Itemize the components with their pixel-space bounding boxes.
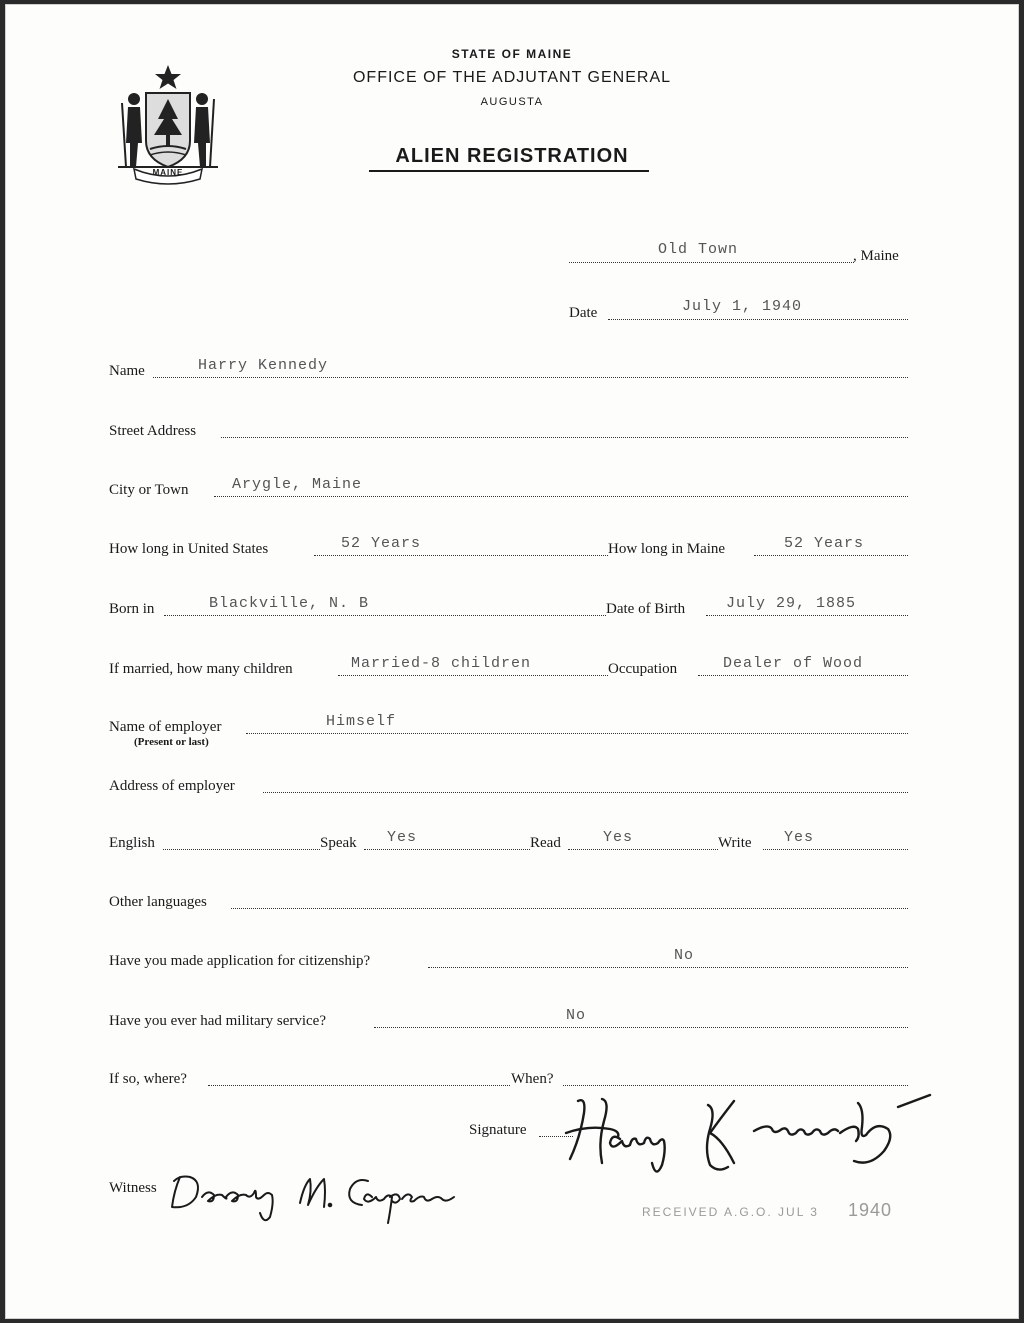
born-in-value: Blackville, N. B: [209, 595, 370, 612]
speak-line: [364, 849, 530, 850]
place-suffix: , Maine: [853, 248, 899, 264]
us-duration-line: [314, 555, 608, 556]
received-stamp-year: 1940: [848, 1200, 893, 1220]
read-value: Yes: [603, 829, 634, 846]
date-line: [608, 319, 908, 320]
signature-label: Signature: [469, 1122, 527, 1138]
form-title: ALIEN REGISTRATION: [395, 145, 629, 167]
employer-sublabel: (Present or last): [134, 736, 209, 748]
occupation-value: Dealer of Wood: [723, 655, 864, 672]
us-duration-value: 52 Years: [341, 535, 422, 552]
state-heading: STATE OF MAINE: [451, 47, 573, 61]
speak-label: Speak: [320, 835, 357, 851]
military-value: No: [566, 1007, 587, 1024]
write-line: [763, 849, 908, 850]
employer-label: Name of employer: [109, 719, 222, 735]
citizenship-value: No: [674, 947, 695, 964]
employer-address-line: [263, 792, 908, 793]
occupation-label: Occupation: [608, 661, 678, 677]
name-line: [153, 377, 908, 378]
write-value: Yes: [784, 829, 815, 846]
when-line: [563, 1085, 908, 1086]
city-label: City or Town: [109, 482, 189, 498]
where-label: If so, where?: [109, 1071, 187, 1087]
employer-address-label: Address of employer: [109, 778, 235, 794]
city-value: Arygle, Maine: [232, 476, 363, 493]
military-label: Have you ever had military service?: [109, 1013, 326, 1029]
employer-value: Himself: [326, 713, 397, 730]
street-line: [221, 437, 908, 438]
children-line: [338, 675, 608, 676]
when-label: When?: [511, 1071, 554, 1087]
born-in-line: [164, 615, 606, 616]
write-label: Write: [718, 835, 752, 851]
seal-motto: MAINE: [152, 168, 184, 177]
read-label: Read: [530, 835, 561, 851]
us-duration-label: How long in United States: [109, 541, 269, 557]
born-in-label: Born in: [109, 601, 155, 617]
dob-label: Date of Birth: [606, 601, 686, 617]
maine-duration-value: 52 Years: [784, 535, 865, 552]
name-label: Name: [109, 363, 145, 379]
received-stamp: RECEIVED A.G.O. JUL 3: [642, 1205, 819, 1219]
name-value: Harry Kennedy: [198, 357, 329, 374]
place-value: Old Town: [658, 241, 739, 258]
title-underline: [369, 170, 649, 172]
witness-signature: [168, 1167, 508, 1227]
place-line: [569, 262, 854, 263]
english-line: [163, 849, 320, 850]
date-label: Date: [569, 305, 598, 321]
witness-label: Witness: [109, 1180, 157, 1196]
occupation-line: [698, 675, 908, 676]
applicant-signature: [558, 1093, 928, 1173]
citizenship-label: Have you made application for citizenship?: [109, 953, 371, 969]
dob-value: July 29, 1885: [726, 595, 857, 612]
office-heading: OFFICE OF THE ADJUTANT GENERAL: [352, 69, 672, 86]
street-label: Street Address: [109, 423, 197, 439]
registration-form-page: [5, 4, 1019, 1319]
children-label: If married, how many children: [109, 661, 293, 677]
city-heading: AUGUSTA: [480, 96, 544, 108]
dob-line: [706, 615, 908, 616]
maine-duration-line: [754, 555, 908, 556]
city-line: [214, 496, 908, 497]
other-languages-line: [231, 908, 908, 909]
children-value: Married-8 children: [351, 655, 532, 672]
date-value: July 1, 1940: [682, 298, 803, 315]
employer-line: [246, 733, 908, 734]
military-line: [374, 1027, 908, 1028]
speak-value: Yes: [387, 829, 418, 846]
where-line: [208, 1085, 510, 1086]
other-languages-label: Other languages: [109, 894, 207, 910]
maine-duration-label: How long in Maine: [608, 541, 726, 557]
read-line: [568, 849, 718, 850]
citizenship-line: [428, 967, 908, 968]
english-label: English: [109, 835, 155, 851]
